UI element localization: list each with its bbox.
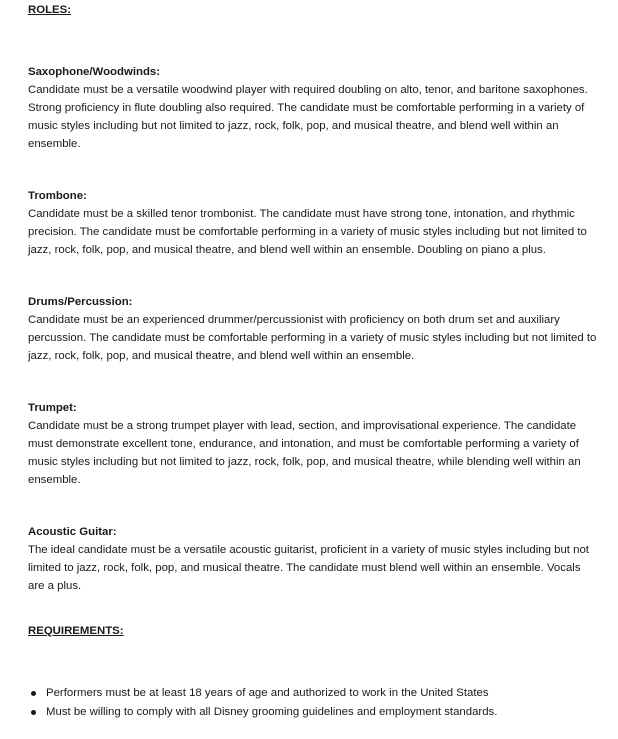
requirement-text: Must be willing to comply with all Disney grooming guidelines and employment standards.: [46, 706, 498, 718]
list-item: [28, 703, 600, 722]
role-title: Acoustic Guitar:: [28, 526, 117, 538]
requirements-list: [28, 684, 600, 722]
role-saxophone-woodwinds: [28, 63, 600, 153]
requirements-heading: REQUIREMENTS:: [28, 625, 124, 637]
role-description: The ideal candidate must be a versatile acoustic guitarist, proficient in a variety of music styles including but not limited to jazz, rock, folk, pop, and musical theatre. The candidate must blend well within an ensemble. Vocals are a plus.: [28, 544, 589, 592]
role-description: Candidate must be a versatile woodwind player with required doubling on alto, tenor, and baritone saxophones. Strong proficiency in flute doubling also required. The candidate must be comfortable performing in a variety of music styles including but not limited to jazz, rock, folk, pop, and musical theatre, and blend well within an ensemble.: [28, 84, 588, 150]
role-title: Saxophone/Woodwinds:: [28, 66, 161, 78]
role-description: Candidate must be an experienced drummer/percussionist with proficiency on both drum set and auxiliary percussion. The candidate must be comfortable performing in a variety of music styles including but not limited to jazz, rock, folk, pop, and musical theatre, and blend well within an ensemble.: [28, 314, 597, 362]
role-trumpet: [28, 399, 600, 489]
list-item: [28, 684, 600, 703]
role-acoustic-guitar: [28, 523, 600, 595]
roles-heading: ROLES:: [28, 4, 72, 16]
role-trombone: [28, 187, 600, 259]
role-description: Candidate must be a skilled tenor trombonist. The candidate must have strong tone, intonation, and rhythmic precision. The candidate must be comfortable performing in a variety of music styles including but not limited to jazz, rock, folk, pop, and musical theatre, and blend well within an ensemble. Doubling on piano a plus.: [28, 208, 587, 256]
role-title: Trombone:: [28, 190, 87, 202]
bullet-icon: [31, 710, 36, 715]
role-title: Trumpet:: [28, 402, 77, 414]
role-title: Drums/Percussion:: [28, 296, 133, 308]
requirement-text: Performers must be at least 18 years of age and authorized to work in the United States: [46, 687, 489, 699]
role-drums-percussion: [28, 293, 600, 365]
role-description: Candidate must be a strong trumpet player with lead, section, and improvisational experience. The candidate must demonstrate excellent tone, endurance, and intonation, and must be comfortable performing a variety of music styles including but not limited to jazz, rock, folk, pop, and musical theatre, while blending well within an ensemble.: [28, 420, 581, 486]
bullet-icon: [31, 691, 36, 696]
